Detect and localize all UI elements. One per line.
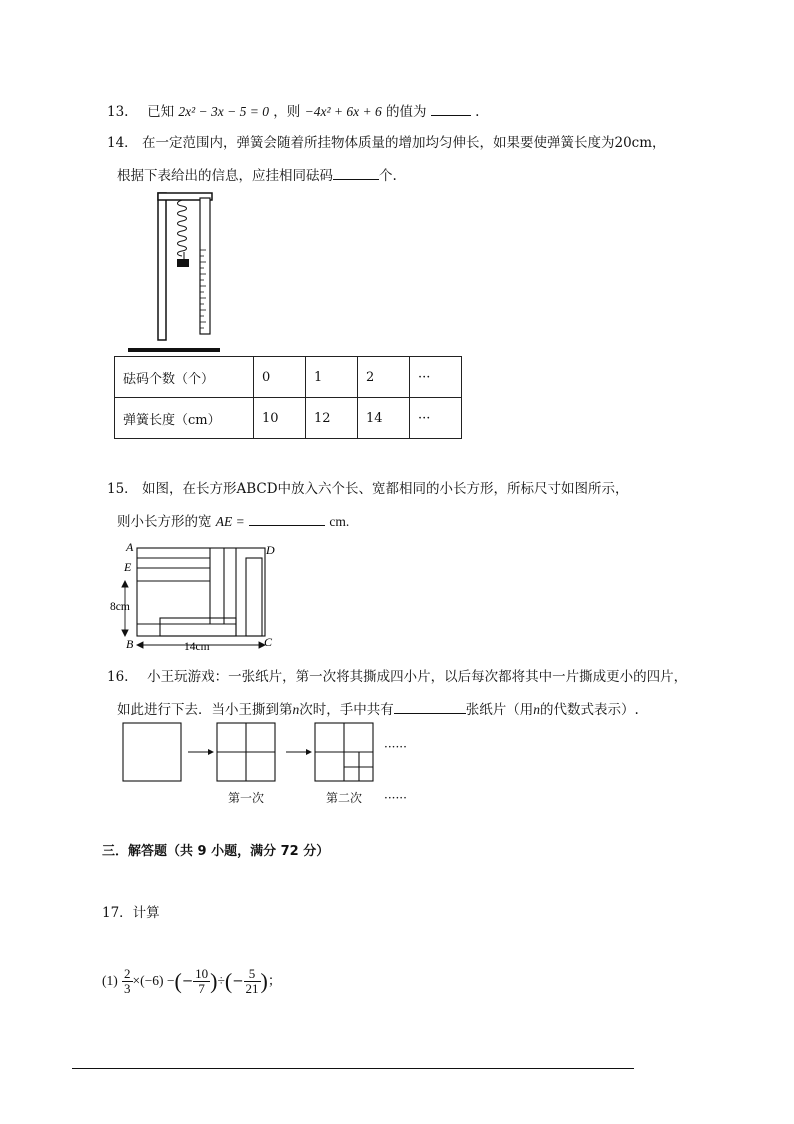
table-row — [115, 357, 462, 398]
unit: cm. — [329, 514, 350, 529]
spring-coil-icon — [178, 200, 187, 256]
table-cell: ··· — [410, 398, 462, 439]
square-initial — [123, 723, 181, 781]
expression: −4x² + 6x + 6 — [304, 104, 382, 119]
arrow-right-icon — [208, 749, 214, 755]
spring-data-table — [114, 356, 462, 439]
label-A: A — [126, 540, 134, 554]
question-text: 如此进行下去．当小王撕到第 — [117, 702, 293, 718]
label-D: D — [266, 543, 275, 557]
question-text: 小王玩游戏：一张纸片，第一次将其撕成四小片，以后每次都将其中一片撕成更小的四片， — [147, 669, 688, 685]
period: . — [475, 104, 480, 120]
question-15-line1 — [107, 480, 629, 498]
spring-scale-figure — [120, 190, 230, 355]
operator: ×(−6) − — [132, 973, 175, 988]
fraction: $\frac{5}{21}$ — [245, 966, 259, 996]
table-row — [115, 398, 462, 439]
answer-blank[interactable] — [394, 699, 466, 714]
question-number: 16. — [107, 669, 129, 685]
ellipsis: ······ — [384, 740, 407, 754]
table-cell: 2 — [358, 357, 410, 398]
question-text: 的代数式表示）. — [540, 702, 639, 718]
question-text: ，则 — [273, 104, 301, 120]
row-label: 砝码个数（个） — [115, 357, 254, 398]
section-title: 三．解答题（共 9 小题，满分 72 分） — [102, 844, 330, 859]
question-text: 的值为 — [386, 104, 427, 120]
part-label: (1) — [102, 973, 118, 988]
question-number: 15． — [107, 481, 138, 497]
answer-blank[interactable] — [333, 165, 379, 180]
question-text: 在一定范围内，弹簧会随着所挂物体质量的增加均匀伸长，如果要使弹簧长度为20cm， — [141, 135, 666, 151]
question-14-line2 — [117, 165, 397, 185]
label-C: C — [264, 635, 273, 649]
fraction: $\frac{2}{3}$ — [124, 966, 131, 996]
height-label: 8cm — [110, 601, 130, 613]
question-text: 根据下表给出的信息，应挂相同砝码 — [117, 168, 333, 184]
question-15-line2 — [117, 511, 349, 531]
punctuation: ； — [267, 973, 282, 989]
answer-blank[interactable] — [249, 511, 325, 526]
table-cell: 12 — [305, 398, 357, 439]
question-14-line1 — [107, 134, 666, 152]
answer-blank[interactable] — [431, 101, 471, 116]
variable-n: n — [292, 702, 300, 717]
label-B: B — [126, 637, 134, 651]
question-text: 已知 — [147, 104, 175, 120]
question-text: 则小长方形的宽 — [117, 514, 212, 530]
label-E: E — [124, 560, 132, 574]
ellipsis: ······ — [384, 791, 407, 805]
paper-tearing-figure — [120, 720, 420, 786]
equation: 2x² − 3x − 5 = 0 — [178, 104, 269, 119]
weight-block — [177, 259, 189, 267]
caption-first: 第一次 — [228, 791, 265, 805]
variable-n: n — [533, 702, 540, 717]
question-16-line1 — [107, 668, 687, 686]
row-label: 弹簧长度（cm） — [115, 398, 254, 439]
table-cell: 10 — [253, 398, 305, 439]
question-text: 张纸片（用 — [465, 702, 534, 718]
question-16-line2 — [117, 699, 639, 719]
caption-second: 第二次 — [326, 791, 363, 805]
fraction: $\frac{10}{7}$ — [195, 966, 209, 996]
question-text: 次时，手中共有 — [299, 702, 394, 718]
footer-rule — [72, 1068, 634, 1069]
table-cell: 14 — [358, 398, 410, 439]
question-number: 13. — [107, 104, 129, 120]
table-cell: 1 — [305, 357, 357, 398]
q17-part1-expression: (1) $\frac{2}{3}$ ×(−6) −(− $\frac{10}{7}$ )÷(− $\frac{5}{21}$ )； — [102, 966, 282, 996]
width-label: 14cm — [184, 641, 210, 653]
question-13 — [107, 101, 479, 121]
base-bar — [128, 348, 220, 352]
table-cell: 0 — [253, 357, 305, 398]
question-text: 个. — [379, 168, 397, 184]
rectangle-figure — [110, 538, 280, 654]
question-number: 14． — [107, 135, 138, 151]
question-text: 如图，在长方形ABCD中放入六个长、宽都相同的小长方形，所标尺寸如图所示， — [141, 481, 629, 497]
question-17: 17．计算 — [102, 905, 160, 921]
arrow-right-icon — [306, 749, 312, 755]
table-cell: ··· — [410, 357, 462, 398]
variable: AE = — [215, 514, 245, 529]
operator: ÷ — [217, 973, 225, 988]
